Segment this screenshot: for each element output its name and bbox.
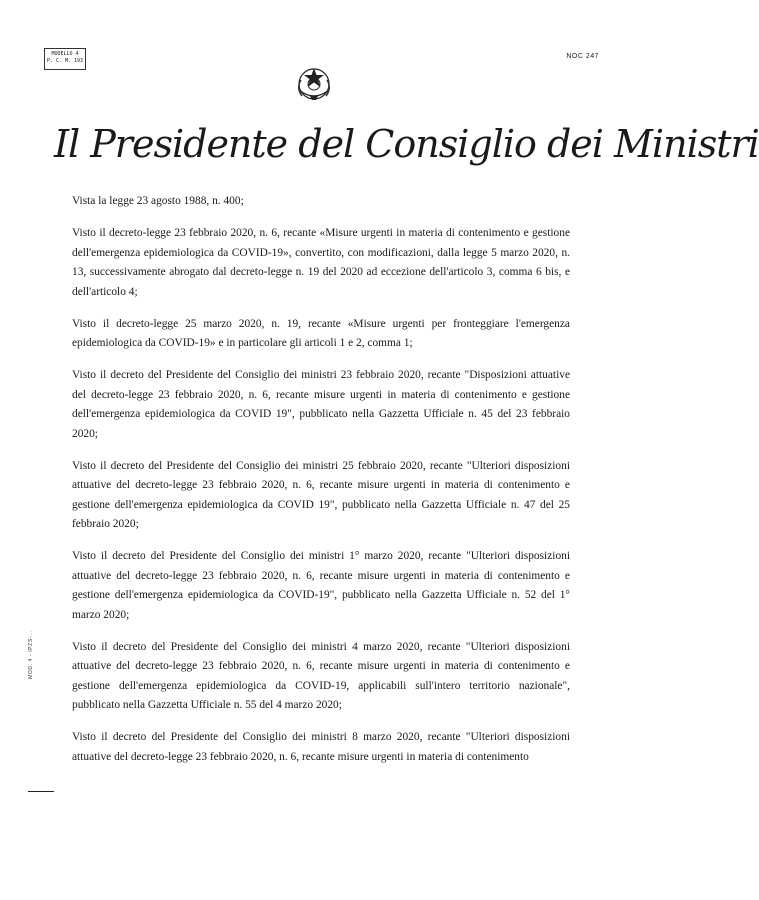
margin-print-note: MOD. 4 - IPZS-... xyxy=(28,630,34,679)
paragraph: Visto il decreto-legge 25 marzo 2020, n. 19, recante «Misure urgenti per fronteggiare l'emergenza epidemiologica da COVID-19» e in particolare gli articoli 1 e 2, comma 1; xyxy=(72,317,570,349)
form-stamp xyxy=(44,48,86,70)
paragraph: Visto il decreto del Presidente del Consiglio dei ministri 25 febbraio 2020, recante "Ulteriori disposizioni attuative del decreto-legge 23 febbraio 2020, n. 6, recante misure urgenti in materia di contenimento e gestione dell'emergenza epidemiologica da COVID 19", pubblicato nella Gazzetta Ufficiale n. 47 del 25 febbraio 2020; xyxy=(72,459,570,530)
stamp-line-2: P. C. M. 193 xyxy=(46,58,84,64)
paragraph: Visto il decreto-legge 23 febbraio 2020, n. 6, recante «Misure urgenti in materia di contenimento e gestione dell'emergenza epidemiologica da COVID-19», convertito, con modificazioni, dalla legge 5 marzo 2020, n. 13, successivamente abrogato dal decreto-legge n. 19 del 2020 ad eccezione dell'articolo 3, comma 6 bis, e dell'articolo 4; xyxy=(72,227,570,298)
paragraph: Visto il decreto del Presidente del Consiglio dei ministri 4 marzo 2020, recante "Ulteriori disposizioni attuative del decreto-legge 23 febbraio 2020, n. 6, recante misure urgenti in materia di contenimento e gestione dell'emergenza epidemiologica da COVID-19, applicabili sull'intero territorio nazionale", pubblicato nella Gazzetta Ufficiale n. 55 del 4 marzo 2020; xyxy=(72,640,570,711)
paragraph: Vista la legge 23 agosto 1988, n. 400; xyxy=(72,195,244,207)
page-title: Il Presidente del Consiglio dei Ministri xyxy=(54,122,759,166)
margin-mark xyxy=(28,791,54,792)
paragraph: Visto il decreto del Presidente del Consiglio dei ministri 8 marzo 2020, recante "Ulteriori disposizioni attuative del decreto-legge 23 febbraio 2020, n. 6, recante misure urgenti in materia di contenimento xyxy=(72,731,570,763)
paragraph: Visto il decreto del Presidente del Consiglio dei ministri 23 febbraio 2020, recante "Disposizioni attuative del decreto-legge 23 febbraio 2020, n. 6, recante misure urgenti in materia di contenimento e gestione dell'emergenza epidemiologica da COVID 19", pubblicato nella Gazzetta Ufficiale n. 45 del 23 febbraio 2020; xyxy=(72,369,570,440)
document-body xyxy=(72,192,570,780)
stamp-line-1: MODELLO 4 xyxy=(51,51,79,57)
document-code: NOC 247 xyxy=(566,53,599,60)
italian-emblem-icon xyxy=(292,60,336,104)
paragraph: Visto il decreto del Presidente del Consiglio dei ministri 1° marzo 2020, recante "Ulteriori disposizioni attuative del decreto-legge 23 febbraio 2020, n. 6, recante misure urgenti in materia di contenimento e gestione dell'emergenza epidemiologica da COVID-19", pubblicato nella Gazzetta Ufficiale n. 52 del 1° marzo 2020; xyxy=(72,550,570,621)
